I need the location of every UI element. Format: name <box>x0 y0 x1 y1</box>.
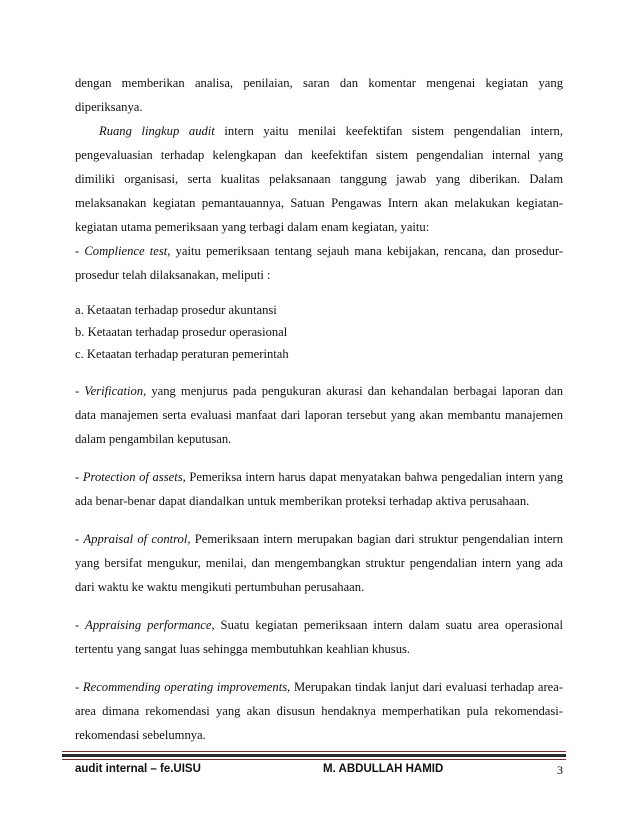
term-complience-test: Complience test <box>84 244 168 258</box>
paragraph-intro: dengan memberikan analisa, penilaian, saran dan komentar mengenai kegiatan yang diperiksanya. <box>75 76 563 114</box>
term-verification: Verification <box>84 384 144 398</box>
paragraph-scope: Ruang lingkup audit intern yaitu menilai keefektifan sistem pengendalian intern, pengevaluasian terhadap kelengkapan dan keefektifan sistem pengendalian internal yang dimiliki organisasi, serta kualitas pelaksanaan tanggung jawab yang diberikan. Dalam melaksanakan kegiatan pemantauannya, Satuan Pengawas Intern akan melakukan kegiatan-kegiatan utama pemeriksaan yang terbagi dalam enam kegiatan, yaitu: <box>75 124 563 234</box>
term-appraising-performance: Appraising performance <box>85 618 212 632</box>
term-protection-of-assets: Protection of assets <box>82 470 183 484</box>
term-recommending-improvements: Recommending operating improvements <box>82 680 288 694</box>
footer-divider-thick <box>62 754 566 757</box>
list-item: a. Ketaatan terhadap prosedur akuntansi <box>75 303 277 317</box>
footer-course-label: audit internal – fe.UISU <box>75 763 201 775</box>
section-recommending-improvements: - Recommending operating improvements, Merupakan tindak lanjut dari evaluasi terhadap area-area dimana rekomendasi yang akan disusun hendaknya memperhatikan pula rekomendasi-rekomendasi sebelumnya. <box>75 680 564 742</box>
section-protection-of-assets: - Protection of assets, Pemeriksa intern harus dapat menyatakan bahwa pengedalian intern yang ada benar-benar dapat diandalkan untuk memberikan proteksi terhadap aktiva perusahaan. <box>75 470 564 508</box>
term-appraisal-of-control: Appraisal of control <box>83 532 188 546</box>
list-item: b. Ketaatan terhadap prosedur operasional <box>75 325 288 339</box>
term-ruang-lingkup: Ruang lingkup audit <box>99 124 215 138</box>
compliance-list <box>75 299 563 365</box>
body-text <box>75 71 563 747</box>
page-footer <box>75 763 563 781</box>
section-appraising-performance: - Appraising performance, Suatu kegiatan pemeriksaan intern dalam suatu area operasional tertentu yang sangat luas sehingga membutuhkan keahlian khusus. <box>75 618 564 656</box>
section-appraisal-of-control: - Appraisal of control, Pemeriksaan intern merupakan bagian dari struktur pengendalian intern yang bersifat mengukur, menilai, dan mengembangkan struktur pengendalian intern yang ada dari waktu ke waktu mengikuti pertumbuhan perusahaan. <box>75 532 564 594</box>
footer-author: M. ABDULLAH HAMID <box>323 763 444 775</box>
footer-divider-bottom <box>62 759 566 760</box>
page-number: 3 <box>557 763 563 777</box>
footer-divider-top <box>62 751 566 752</box>
list-item: c. Ketaatan terhadap peraturan pemerintah <box>75 347 289 361</box>
section-complience-test: - Complience test, yaitu pemeriksaan tentang sejauh mana kebijakan, rencana, dan prosedur-prosedur telah dilaksanakan, meliputi : <box>75 244 563 282</box>
section-verification: - Verification, yang menjurus pada pengukuran akurasi dan kehandalan berbagai laporan dan data manajemen serta evaluasi manfaat dari laporan tersebut yang akan membantu manajemen dalam pengambilan keputusan. <box>75 384 563 446</box>
